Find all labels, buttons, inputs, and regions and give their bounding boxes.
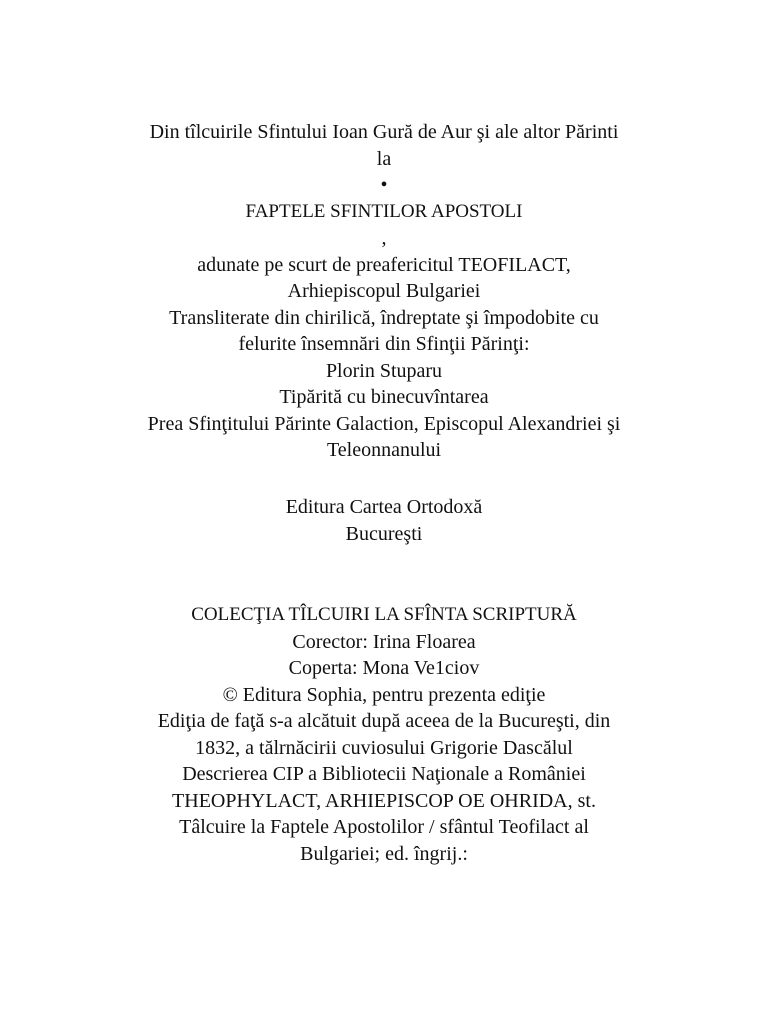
colophon-line: 1832, a tălrnăcirii cuviosului Grigorie Dascălul [195,736,573,759]
colophon-block [60,602,708,867]
title-line: Transliterate din chirilică, îndreptate şi împodobite cu [169,306,599,329]
title-line: felurite însemnări din Sfinţii Părinţi: [238,333,530,355]
title-line: adunate pe scurt de preafericitul TEOFILACT, [197,253,571,276]
bullet-separator: • [380,174,388,196]
title-line: Teleonnanului [326,439,442,461]
title-line: Tipărită cu binecuvîntarea [279,386,489,408]
title-line: Arhiepiscopul Bulgariei [287,280,481,302]
title-line: Din tîlcuirile Sfintului Ioan Gură de Aur şi ale altor Părinti [149,121,619,143]
title-line: la [376,147,392,170]
colophon-line: Coperta: Mona Ve1ciov [288,657,480,679]
publisher-name: Editura Cartea Ortodoxă [285,496,483,518]
colophon-line: Bulgariei; ed. îngrij.: [300,842,468,865]
colophon-line: Tâlcuire la Faptele Apostolilor / sfântul Teofilact al [179,816,589,838]
publisher-city: Bucureşti [345,522,423,545]
colophon-line: Ediţia de faţă s-a alcătuit după aceea de la Bucureşti, din [157,710,611,732]
author-name: Plorin Stuparu [325,359,443,382]
copyright-line: © Editura Sophia, pentru prezenta ediţie [222,683,546,706]
publisher-block [60,494,708,547]
book-title: FAPTELE SFINTILOR APOSTOLI [245,200,523,222]
colophon-line: Descrierea CIP a Bibliotecii Naţionale a României [182,763,586,785]
title-block [60,119,708,464]
comma-separator: , [381,227,387,249]
title-line: Prea Sfinţitului Părinte Galaction, Episcopul Alexandriei şi [147,412,621,435]
collection-title: COLECŢIA TÎLCUIRI LA SFÎNTA SCRIPTURĂ [191,604,577,625]
colophon-line: Corector: Irina Floarea [292,630,476,653]
colophon-line: THEOPHYLACT, ARHIEPISCOP OE OHRIDA, st. [172,789,596,812]
